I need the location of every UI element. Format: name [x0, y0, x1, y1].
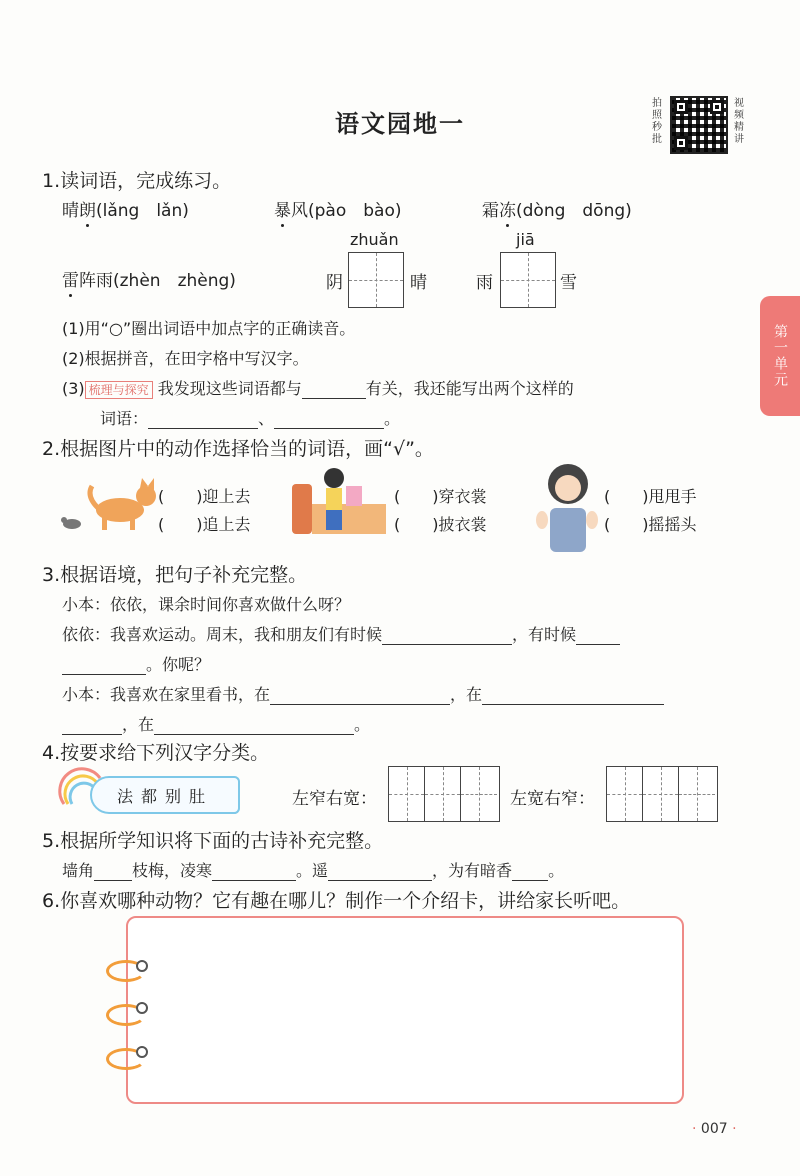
- q3-heading: 3.根据语境，把句子补充完整。: [42, 564, 308, 586]
- q3-blank-3[interactable]: [62, 657, 146, 675]
- cat-chasing-mouse-picture: [58, 476, 158, 532]
- unit-side-tab[interactable]: 第一单元: [760, 296, 800, 416]
- char-xue: 雪: [560, 273, 577, 293]
- page-title: 语文园地一: [335, 110, 465, 138]
- page-number: · 007 ·: [692, 1121, 737, 1137]
- q3-line-3: 。你呢？: [62, 652, 210, 675]
- q6-heading: 6.你喜欢哪种动物？它有趣在哪儿？制作一个介绍卡，讲给家长听吧。: [42, 890, 631, 912]
- q1-word-4: 雷阵雨(zhèn zhèng): [62, 271, 236, 291]
- chars-to-sort: 法都别肚: [90, 776, 240, 814]
- pinyin-zhuan: zhuǎn: [350, 230, 399, 249]
- q4-heading: 4.按要求给下列汉字分类。: [42, 742, 270, 764]
- tianzige-2[interactable]: [500, 252, 556, 308]
- q3-blank-4[interactable]: [270, 687, 450, 705]
- q1-heading: 1.读词语，完成练习。: [42, 170, 232, 192]
- q3-line-2: 依依：我喜欢运动。周末，我和朋友们有时候 ，有时候: [62, 622, 620, 645]
- q1-sub-3: (3) 梳理与探究 我发现这些词语都与 有关，我还能写出两个这样的: [62, 379, 574, 398]
- q3-blank-2[interactable]: [576, 627, 620, 645]
- q5-heading: 5.根据所学知识将下面的古诗补充完整。: [42, 830, 384, 852]
- q1-sub-2: (2)根据拼音，在田字格中写汉字。: [62, 349, 309, 368]
- q5-blank-4[interactable]: [512, 863, 548, 881]
- char-yu: 雨: [476, 273, 493, 293]
- qr-code-icon[interactable]: [670, 96, 728, 154]
- intro-card-box[interactable]: [126, 916, 684, 1104]
- q3-line-5: ，在 。: [62, 712, 370, 735]
- q1-sub-1: (1)用“○”圈出词语中加点字的正确读音。: [62, 319, 356, 338]
- explore-tag: 梳理与探究: [85, 381, 153, 399]
- qr-code-block[interactable]: [652, 96, 748, 156]
- ring-hole-2: [136, 1002, 148, 1014]
- woman-waving-picture: [532, 462, 602, 554]
- q3-blank-7[interactable]: [154, 717, 354, 735]
- tianzige-1[interactable]: [348, 252, 404, 308]
- q2-option-6[interactable]: ( )摇摇头: [604, 515, 697, 534]
- girl-dressing-picture: [292, 464, 388, 536]
- blank-word-1[interactable]: [148, 411, 258, 429]
- ring-hole-3: [136, 1046, 148, 1058]
- q1-word-3: 霜冻(dòng dōng): [482, 201, 632, 221]
- q2-option-1[interactable]: ( )迎上去: [158, 487, 251, 506]
- q4-grid-2[interactable]: [606, 766, 718, 822]
- q5-poem: 墙角 枝梅，凌寒 。遥 ，为有暗香 。: [62, 861, 565, 880]
- q2-heading: 2.根据图片中的动作选择恰当的词语，画“√”。: [42, 438, 434, 460]
- q1-word-2: 暴风(pào bào): [274, 201, 402, 221]
- q3-blank-5[interactable]: [482, 687, 664, 705]
- q4-label-2: 左宽右窄：: [510, 789, 595, 809]
- q5-blank-3[interactable]: [328, 863, 432, 881]
- q1-word-1: 晴朗(lǎng lǎn): [62, 201, 189, 221]
- q3-line-1: 小本：依依，课余时间你喜欢做什么呀？: [62, 595, 351, 614]
- q1-sub-3-line2: 词语： 、 。: [100, 409, 401, 428]
- q4-label-1: 左窄右宽：: [292, 789, 377, 809]
- q3-line-4: 小本：我喜欢在家里看书，在 ，在: [62, 682, 664, 705]
- pinyin-jia: jiā: [516, 230, 535, 249]
- q2-option-5[interactable]: ( )甩甩手: [604, 487, 697, 506]
- q2-option-4[interactable]: ( )披衣裳: [394, 515, 487, 534]
- q3-blank-1[interactable]: [382, 627, 512, 645]
- qr-right-label: 视频精讲: [734, 98, 744, 145]
- q5-blank-2[interactable]: [212, 863, 296, 881]
- char-yin: 阴: [326, 273, 343, 293]
- qr-left-label: 拍照秒批: [652, 98, 662, 145]
- char-qing: 晴: [410, 273, 427, 293]
- ring-hole-1: [136, 960, 148, 972]
- q5-blank-1[interactable]: [94, 863, 132, 881]
- q4-grid-1[interactable]: [388, 766, 500, 822]
- q2-option-3[interactable]: ( )穿衣裳: [394, 487, 487, 506]
- q3-blank-6[interactable]: [62, 717, 122, 735]
- blank-word-2[interactable]: [274, 411, 384, 429]
- q2-option-2[interactable]: ( )追上去: [158, 515, 251, 534]
- blank-theme[interactable]: [302, 381, 366, 399]
